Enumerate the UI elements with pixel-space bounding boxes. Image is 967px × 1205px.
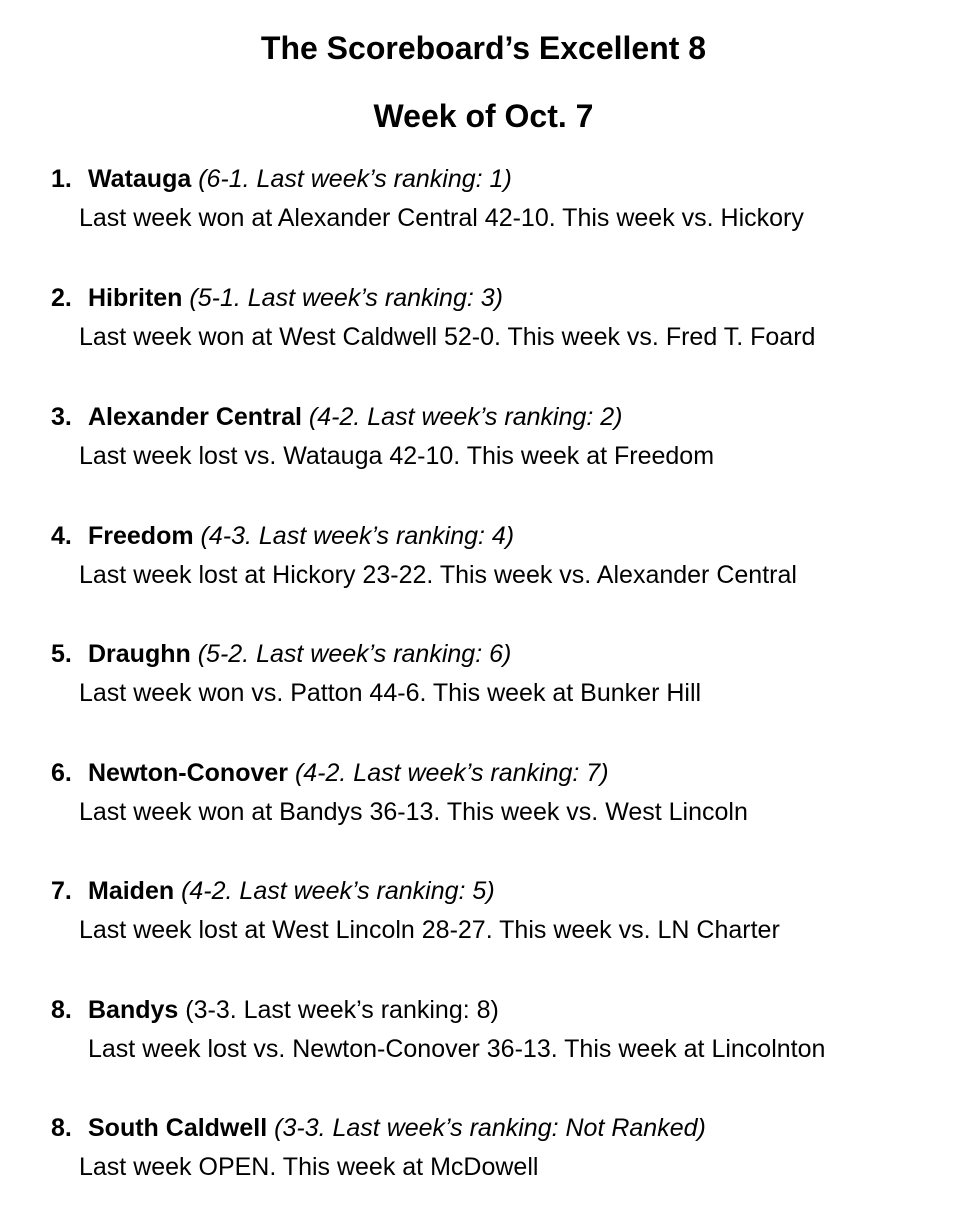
team-record: (6-1. Last week’s ranking: 1) — [198, 165, 512, 193]
team-name: Alexander Central — [88, 403, 302, 431]
team-name: Bandys — [88, 996, 179, 1024]
game-summary: Last week OPEN. This week at McDowell — [79, 1153, 539, 1181]
ranking-header — [51, 875, 495, 907]
ranking-header — [51, 994, 499, 1026]
team-name: Draughn — [88, 640, 191, 668]
ranking-header — [51, 757, 609, 789]
game-summary: Last week won at Alexander Central 42-10. This week vs. Hickory — [79, 204, 804, 232]
team-record: (4-2. Last week’s ranking: 7) — [294, 759, 609, 787]
ranking-header — [51, 401, 623, 433]
game-summary: Last week lost vs. Watauga 42-10. This week at Freedom — [79, 442, 715, 470]
team-record: (5-1. Last week’s ranking: 3) — [189, 284, 503, 312]
team-name: Watauga — [88, 165, 192, 193]
team-name: Hibriten — [88, 284, 183, 312]
rank-number: 7. — [51, 877, 72, 905]
team-record: (3-3. Last week’s ranking: Not Ranked) — [274, 1114, 706, 1142]
team-record: (3-3. Last week’s ranking: 8) — [185, 996, 499, 1024]
rank-number: 1. — [51, 165, 72, 193]
rank-number: 4. — [51, 522, 72, 550]
team-name: South Caldwell — [88, 1114, 268, 1142]
rank-number: 2. — [51, 284, 72, 312]
game-summary: Last week lost at Hickory 23-22. This week vs. Alexander Central — [79, 561, 797, 589]
page-title: The Scoreboard’s Excellent 8 — [260, 30, 707, 66]
game-summary: Last week lost vs. Newton-Conover 36-13. This week at Lincolnton — [88, 1035, 826, 1063]
team-name: Freedom — [88, 522, 194, 550]
game-summary: Last week won at Bandys 36-13. This week vs. West Lincoln — [79, 798, 748, 826]
page-subtitle: Week of Oct. 7 — [373, 98, 594, 134]
team-name: Newton-Conover — [88, 759, 288, 787]
rank-number: 5. — [51, 640, 72, 668]
game-summary: Last week won at West Caldwell 52-0. This week vs. Fred T. Foard — [79, 323, 816, 351]
team-name: Maiden — [88, 877, 175, 905]
team-record: (4-3. Last week’s ranking: 4) — [200, 522, 515, 550]
rank-number: 8. — [51, 1114, 72, 1142]
rank-number: 3. — [51, 403, 72, 431]
ranking-header — [51, 638, 511, 670]
rank-number: 8. — [51, 996, 72, 1024]
team-record: (4-2. Last week’s ranking: 2) — [308, 403, 623, 431]
ranking-header — [51, 163, 512, 195]
game-summary: Last week lost at West Lincoln 28-27. This week vs. LN Charter — [79, 916, 780, 944]
ranking-header — [51, 282, 503, 314]
ranking-header — [51, 520, 514, 552]
game-summary: Last week won vs. Patton 44-6. This week at Bunker Hill — [79, 679, 702, 707]
team-record: (4-2. Last week’s ranking: 5) — [181, 877, 495, 905]
ranking-header — [51, 1112, 706, 1144]
team-record: (5-2. Last week’s ranking: 6) — [197, 640, 512, 668]
rank-number: 6. — [51, 759, 72, 787]
